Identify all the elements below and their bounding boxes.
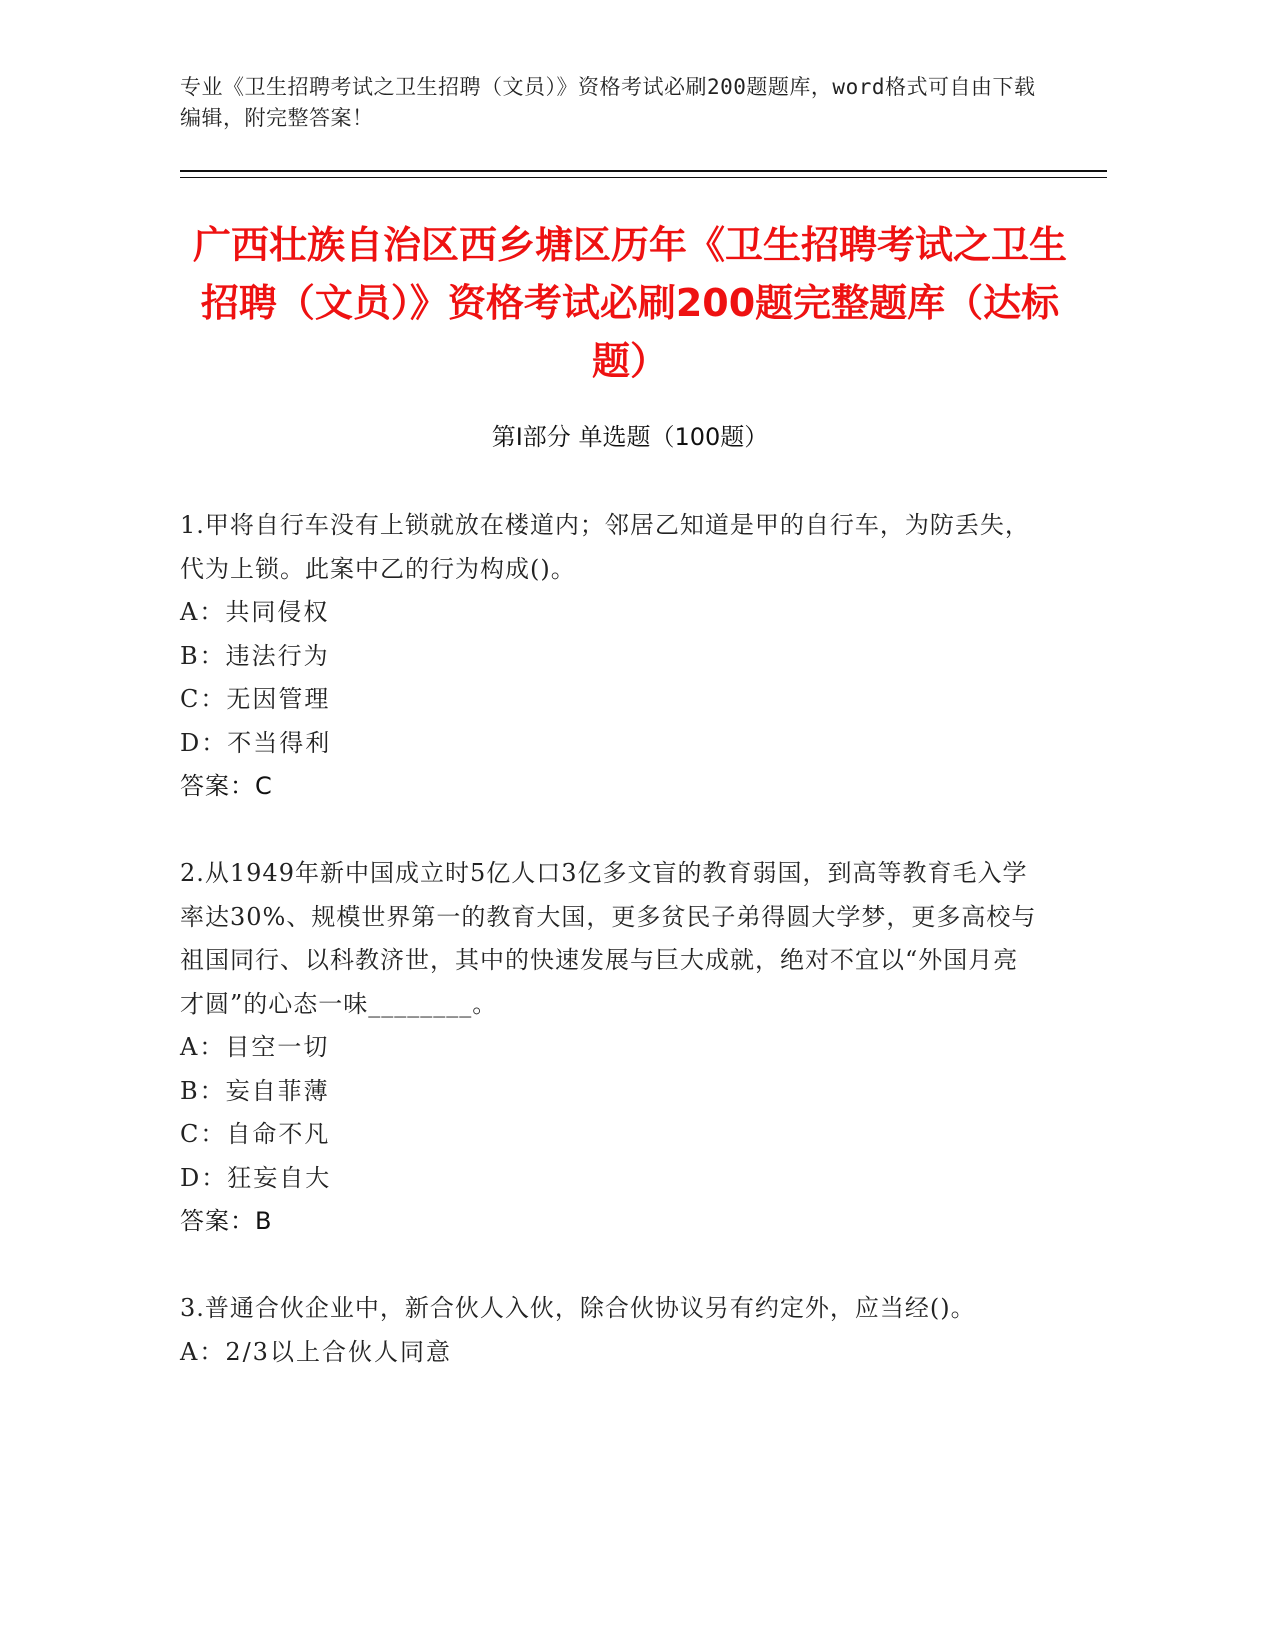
answer-line: 答案：C: [180, 772, 273, 800]
question-block: [180, 852, 1040, 1244]
option-a: A：目空一切: [180, 1033, 330, 1061]
header-divider-thin: [180, 177, 1107, 178]
question-block: [180, 1287, 1040, 1374]
option-b: B：妄自菲薄: [180, 1076, 330, 1105]
question-stem: 2.从1949年新中国成立时5亿人口3亿多文盲的教育弱国，到高等教育毛入学率达30%、规模世界第一的教育大国，更多贫民子弟得圆大学梦，更多高校与祖国同行、以科教济世，其中的快速发展与巨大成就，绝对不宜以“外国月亮才圆”的心态一味________。: [180, 859, 1037, 1018]
question-stem: 3.普通合伙企业中，新合伙人入伙，除合伙协议另有约定外，应当经()。: [180, 1294, 976, 1322]
header-note: 专业《卫生招聘考试之卫生招聘（文员）》资格考试必刷200题题库，word格式可自由下载编辑，附完整答案！: [180, 75, 1036, 130]
section-heading: 第Ⅰ部分 单选题（100题）: [491, 423, 769, 451]
option-a: A：共同侵权: [180, 598, 330, 626]
question-block: [180, 504, 1040, 809]
question-stem: 1.甲将自行车没有上锁就放在楼道内；邻居乙知道是甲的自行车，为防丢失，代为上锁。此案中乙的行为构成()。: [180, 511, 1030, 583]
option-c: C：自命不凡: [180, 1120, 331, 1148]
option-d: D：不当得利: [180, 728, 332, 757]
answer-line: 答案：B: [180, 1207, 273, 1235]
header-divider-thick: [180, 170, 1107, 172]
option-a: A：2/3以上合伙人同意: [180, 1337, 452, 1366]
option-d: D：狂妄自大: [180, 1163, 332, 1192]
option-c: C：无因管理: [180, 685, 331, 713]
option-b: B：违法行为: [180, 641, 330, 670]
document-title: 广西壮族自治区西乡塘区历年《卫生招聘考试之卫生招聘（文员）》资格考试必刷200题完整题库（达标题）: [192, 223, 1067, 383]
